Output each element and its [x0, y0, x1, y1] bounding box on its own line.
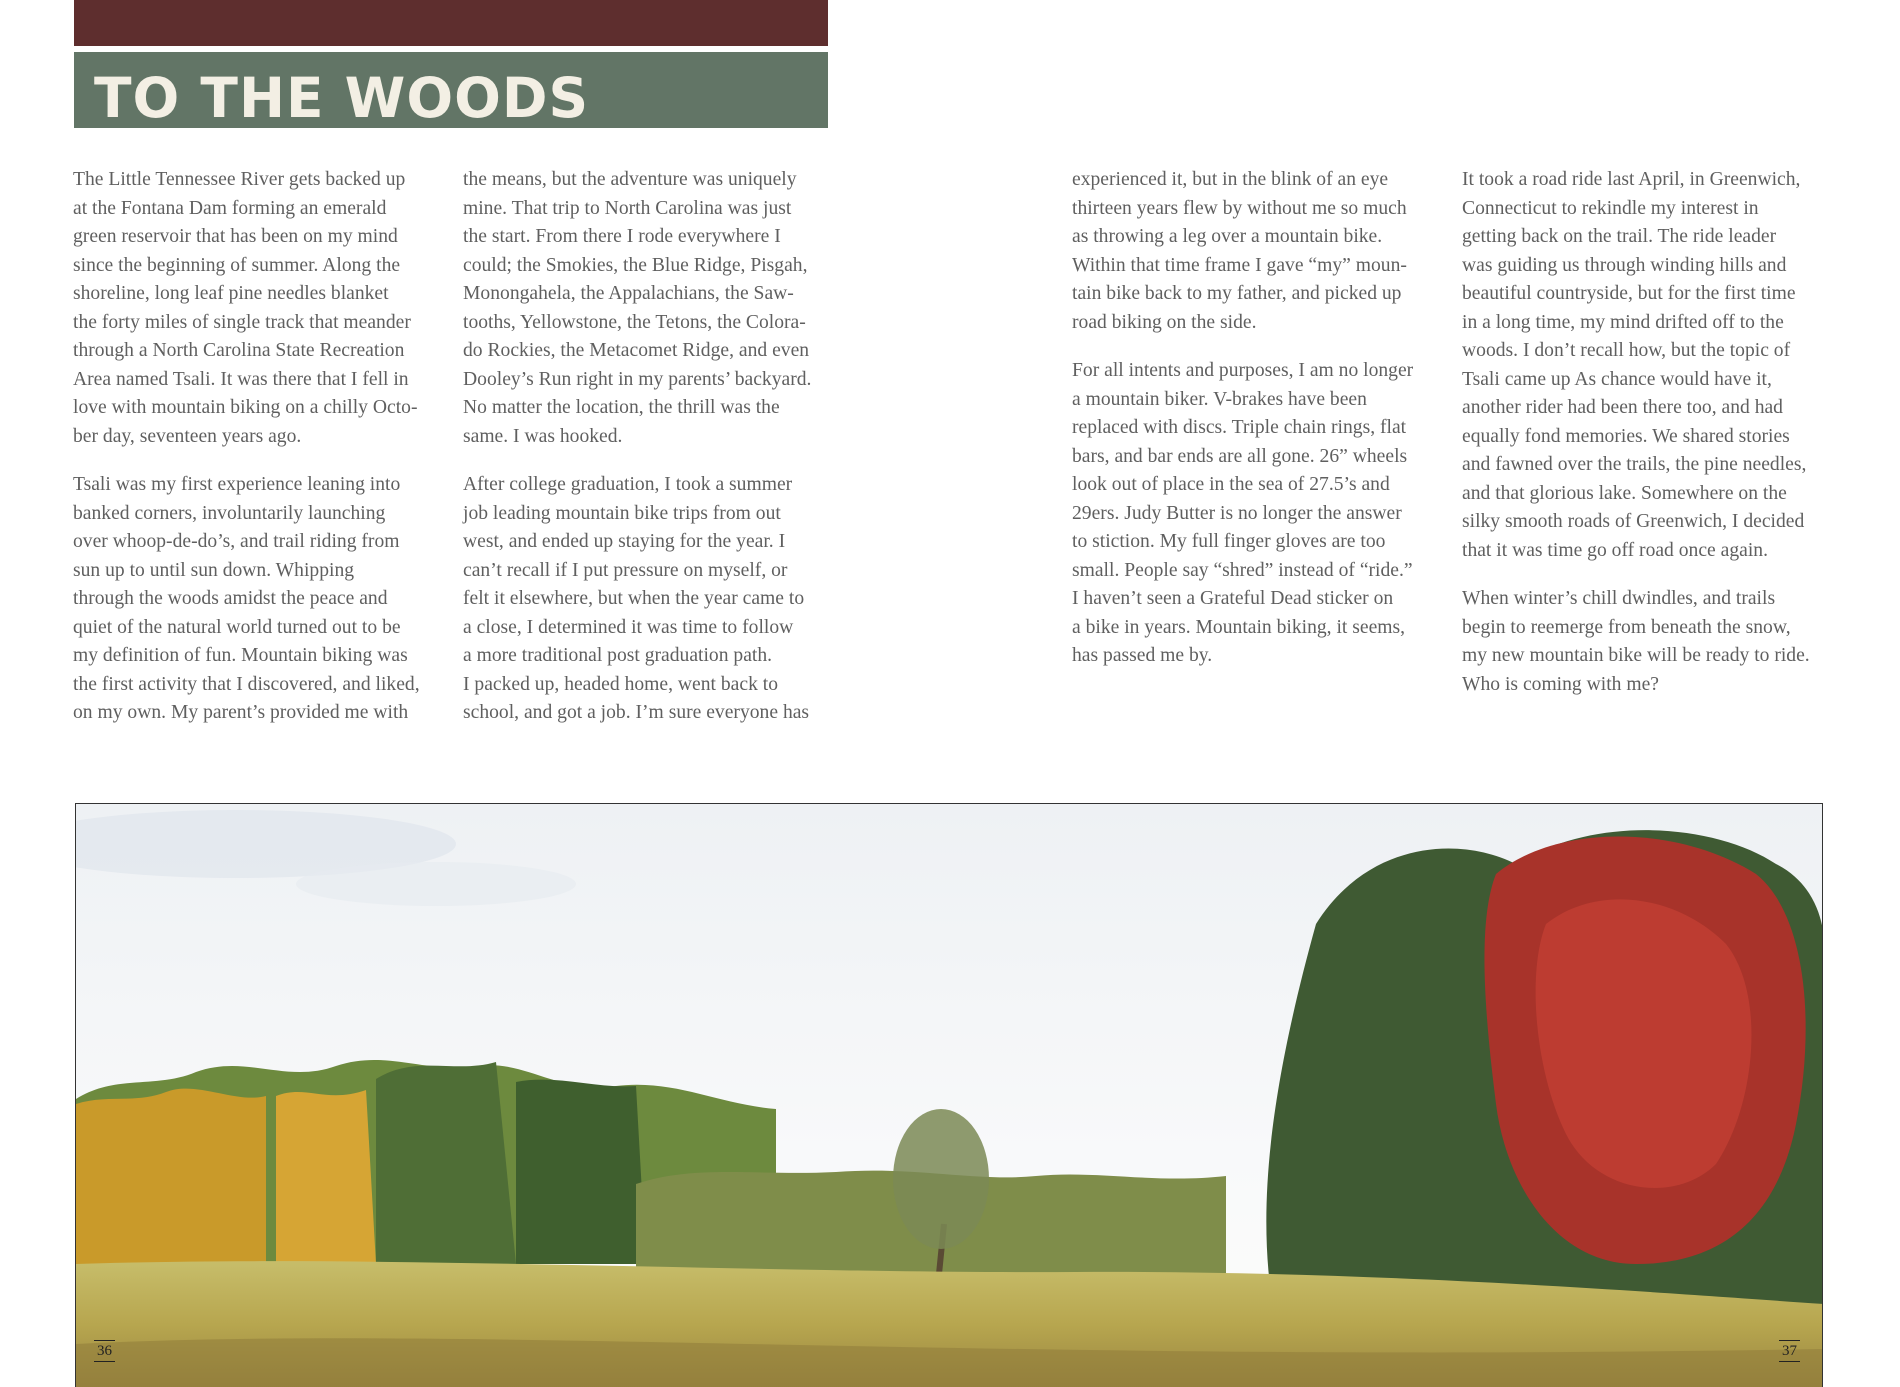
page-number-right: 37 [1779, 1340, 1800, 1362]
paragraph: For all intents and purposes, I am no longer a mountain biker. V-brakes have been replaced with discs. Triple chain rings, flat bars, and bar ends are all gone. 26” wheels look out of place in the sea of 27.5’s and 29ers. Judy Butter is no longer the answer to stiction. My full finger gloves are too small. People say “shred” instead of “ride.” I haven’t seen a Grateful Dead sticker on a bike in years. Mountain biking, it seems, has passed me by. [1072, 360, 1414, 666]
text-column-4 [1462, 166, 1842, 719]
text-column-1 [73, 166, 453, 748]
text-column-2 [463, 166, 843, 748]
header-accent-bar [74, 0, 828, 46]
paragraph: The Little Tennessee River gets backed up at the Fontana Dam forming an emerald green reservoir that has been on my mind since the beginning of summer. Along the shoreline, long leaf pine needles blanket the forty miles of single track that meander through a North Carolina State Recreation Area named Tsali. It was there that I fell in love with mountain biking on a chilly Octo- ber day, seventeen years ago. [73, 169, 418, 447]
paragraph: It took a road ride last April, in Greenwich, Connecticut to rekindle my interest in getting back on the trail. The ride leader was guiding us through winding hills and beautiful countryside, but for the first time in a long time, my mind drifted off to the woods. I don’t recall how, but the topic of Tsali came up As chance would have it, another rider had been there too, and had equally fond memories. We shared stories and fawned over the trails, the pine needles, and that glorious lake. Somewhere on the silky smooth roads of Greenwich, I decided that it was time go off road once again. [1462, 169, 1807, 561]
paragraph: Tsali was my first experience leaning into banked corners, involuntarily launching over whoop-de-do’s, and trail riding from sun up to until sun down. Whipping through the woods amidst the peace and quiet of the natural world turned out to be my definition of fun. Mountain biking was the first activity that I discovered, and liked, on my own. My parent’s provided me with [73, 474, 420, 723]
article-title: TO THE WOODS [94, 66, 590, 130]
paragraph: the means, but the adventure was uniquely mine. That trip to North Carolina was just the start. From there I rode everywhere I could; the Smokies, the Blue Ridge, Pisgah, Monongahela, the Appalachians, the Saw- tooths, Yellowstone, the Tetons, the Colora- do Rockies, the Metacomet Ridge, and even Dooley’s Run right in my parents’ backyard. No matter the location, the thrill was the same. I was hooked. [463, 169, 812, 447]
paragraph: experienced it, but in the blink of an eye thirteen years flew by without me so much as throwing a leg over a mountain bike. Within that time frame I gave “my” moun- tain bike back to my father, and picked up road biking on the side. [1072, 169, 1407, 333]
meadow-illustration [76, 804, 1823, 1387]
paragraph: After college graduation, I took a summer job leading mountain bike trips from out west, and ended up staying for the year. I can’t recall if I put pressure on myself, or felt it elsewhere, but when the year came to a close, I determined it was time to follow a more traditional post graduation path. I packed up, headed home, went back to school, and got a job. I’m sure everyone has [463, 474, 810, 723]
title-band [74, 52, 828, 128]
text-column-3 [1072, 166, 1452, 691]
landscape-photo [75, 803, 1823, 1387]
page-number-left: 36 [94, 1340, 115, 1362]
paragraph: When winter’s chill dwindles, and trails begin to reemerge from beneath the snow, my new mountain bike will be ready to ride. Who is coming with me? [1462, 588, 1810, 695]
